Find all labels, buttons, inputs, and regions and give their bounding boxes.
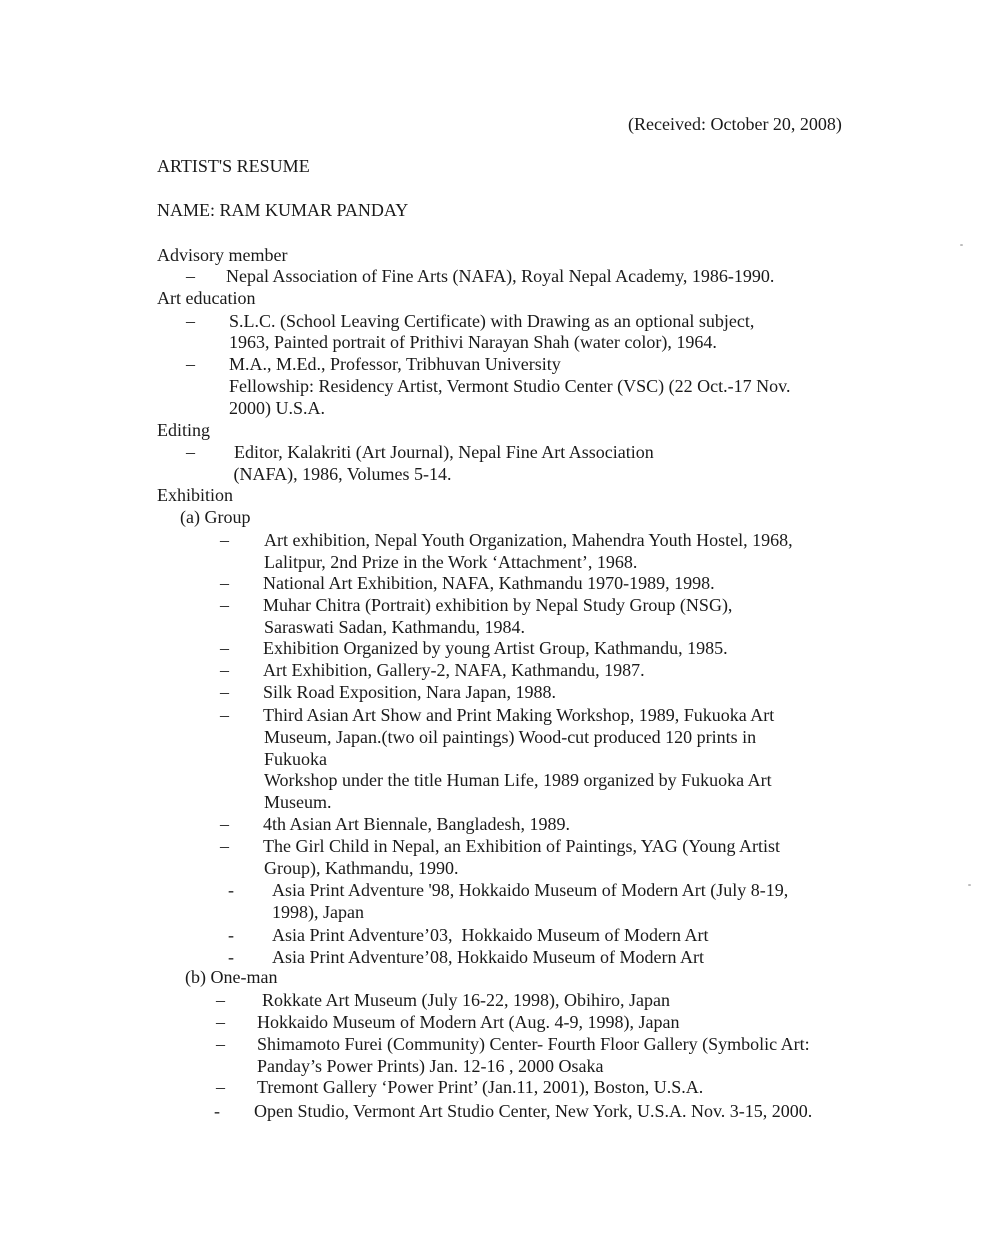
subsection-heading-oneman: (b) One-man xyxy=(185,967,278,987)
document-title: ARTIST'S RESUME xyxy=(157,156,310,176)
item-line: M.A., M.Ed., Professor, Tribhuvan University xyxy=(229,354,561,374)
dash-bullet: – xyxy=(216,990,225,1010)
dash-bullet: - xyxy=(228,947,234,967)
dash-bullet: – xyxy=(186,442,195,462)
item-line: Nepal Association of Fine Arts (NAFA), Royal Nepal Academy, 1986-1990. xyxy=(226,266,775,286)
scan-speck xyxy=(968,884,971,886)
dash-bullet: – xyxy=(186,354,195,374)
dash-bullet: – xyxy=(220,705,229,725)
item-line: Museum, Japan.(two oil paintings) Wood-cut produced 120 prints in xyxy=(264,727,757,747)
section-heading-editing: Editing xyxy=(157,420,210,440)
section-heading-education: Art education xyxy=(157,288,256,308)
section-heading-exhibition: Exhibition xyxy=(157,485,233,505)
item-line: 4th Asian Art Biennale, Bangladesh, 1989. xyxy=(263,814,570,834)
item-line: Open Studio, Vermont Art Studio Center, New York, U.S.A. Nov. 3-15, 2000. xyxy=(254,1101,813,1121)
dash-bullet: - xyxy=(228,880,234,900)
item-line: National Art Exhibition, NAFA, Kathmandu 1970-1989, 1998. xyxy=(263,573,715,593)
item-line: Fukuoka xyxy=(264,749,327,769)
dash-bullet: - xyxy=(228,925,234,945)
dash-bullet: - xyxy=(214,1101,220,1121)
item-line: (NAFA), 1986, Volumes 5-14. xyxy=(229,464,452,484)
dash-bullet: – xyxy=(186,311,195,331)
item-line: Museum. xyxy=(264,792,332,812)
dash-bullet: – xyxy=(220,682,229,702)
item-line: Workshop under the title Human Life, 1989 organized by Fukuoka Art xyxy=(264,770,772,790)
item-line: 1998), Japan xyxy=(272,902,364,922)
item-line: Shimamoto Furei (Community) Center- Fourth Floor Gallery (Symbolic Art: xyxy=(257,1034,810,1054)
item-line: Tremont Gallery ‘Power Print’ (Jan.11, 2001), Boston, U.S.A. xyxy=(257,1077,704,1097)
item-line: Editor, Kalakriti (Art Journal), Nepal Fine Art Association xyxy=(234,442,654,462)
item-line: S.L.C. (School Leaving Certificate) with Drawing as an optional subject, xyxy=(229,311,755,331)
item-line: Rokkate Art Museum (July 16-22, 1998), Obihiro, Japan xyxy=(262,990,670,1010)
dash-bullet: – xyxy=(220,530,229,550)
item-line: Exhibition Organized by young Artist Group, Kathmandu, 1985. xyxy=(263,638,728,658)
item-line: Third Asian Art Show and Print Making Workshop, 1989, Fukuoka Art xyxy=(263,705,775,725)
dash-bullet: – xyxy=(220,660,229,680)
item-line: Asia Print Adventure’08, Hokkaido Museum of Modern Art xyxy=(272,947,704,967)
section-heading-advisory: Advisory member xyxy=(157,245,288,265)
item-line: Hokkaido Museum of Modern Art (Aug. 4-9, 1998), Japan xyxy=(257,1012,680,1032)
item-line: Asia Print Adventure '98, Hokkaido Museum of Modern Art (July 8-19, xyxy=(272,880,789,900)
dash-bullet: – xyxy=(186,266,195,286)
dash-bullet: – xyxy=(216,1077,225,1097)
item-line: 1963, Painted portrait of Prithivi Narayan Shah (water color), 1964. xyxy=(229,332,717,352)
dash-bullet: – xyxy=(220,836,229,856)
item-line: Saraswati Sadan, Kathmandu, 1984. xyxy=(264,617,525,637)
dash-bullet: – xyxy=(216,1012,225,1032)
item-line: 2000) U.S.A. xyxy=(229,398,326,418)
subsection-heading-group: (a) Group xyxy=(180,507,251,527)
dash-bullet: – xyxy=(216,1034,225,1054)
item-line: Art Exhibition, Gallery-2, NAFA, Kathmandu, 1987. xyxy=(263,660,645,680)
item-line: Art exhibition, Nepal Youth Organization, Mahendra Youth Hostel, 1968, xyxy=(264,530,793,550)
item-line: Silk Road Exposition, Nara Japan, 1988. xyxy=(263,682,556,702)
item-line: Panday’s Power Prints) Jan. 12-16 , 2000 Osaka xyxy=(257,1056,604,1076)
received-date: (Received: October 20, 2008) xyxy=(628,114,842,134)
dash-bullet: – xyxy=(220,814,229,834)
dash-bullet: – xyxy=(220,595,229,615)
item-line: Lalitpur, 2nd Prize in the Work ‘Attachment’, 1968. xyxy=(264,552,638,572)
item-line: Asia Print Adventure’03, Hokkaido Museum of Modern Art xyxy=(272,925,709,945)
dash-bullet: – xyxy=(220,573,229,593)
item-line: The Girl Child in Nepal, an Exhibition of Paintings, YAG (Young Artist xyxy=(263,836,780,856)
scan-speck xyxy=(960,244,963,246)
item-line: Fellowship: Residency Artist, Vermont Studio Center (VSC) (22 Oct.-17 Nov. xyxy=(229,376,791,396)
item-line: Group), Kathmandu, 1990. xyxy=(264,858,459,878)
item-line: Muhar Chitra (Portrait) exhibition by Nepal Study Group (NSG), xyxy=(263,595,733,615)
dash-bullet: – xyxy=(220,638,229,658)
artist-name: NAME: RAM KUMAR PANDAY xyxy=(157,200,409,220)
